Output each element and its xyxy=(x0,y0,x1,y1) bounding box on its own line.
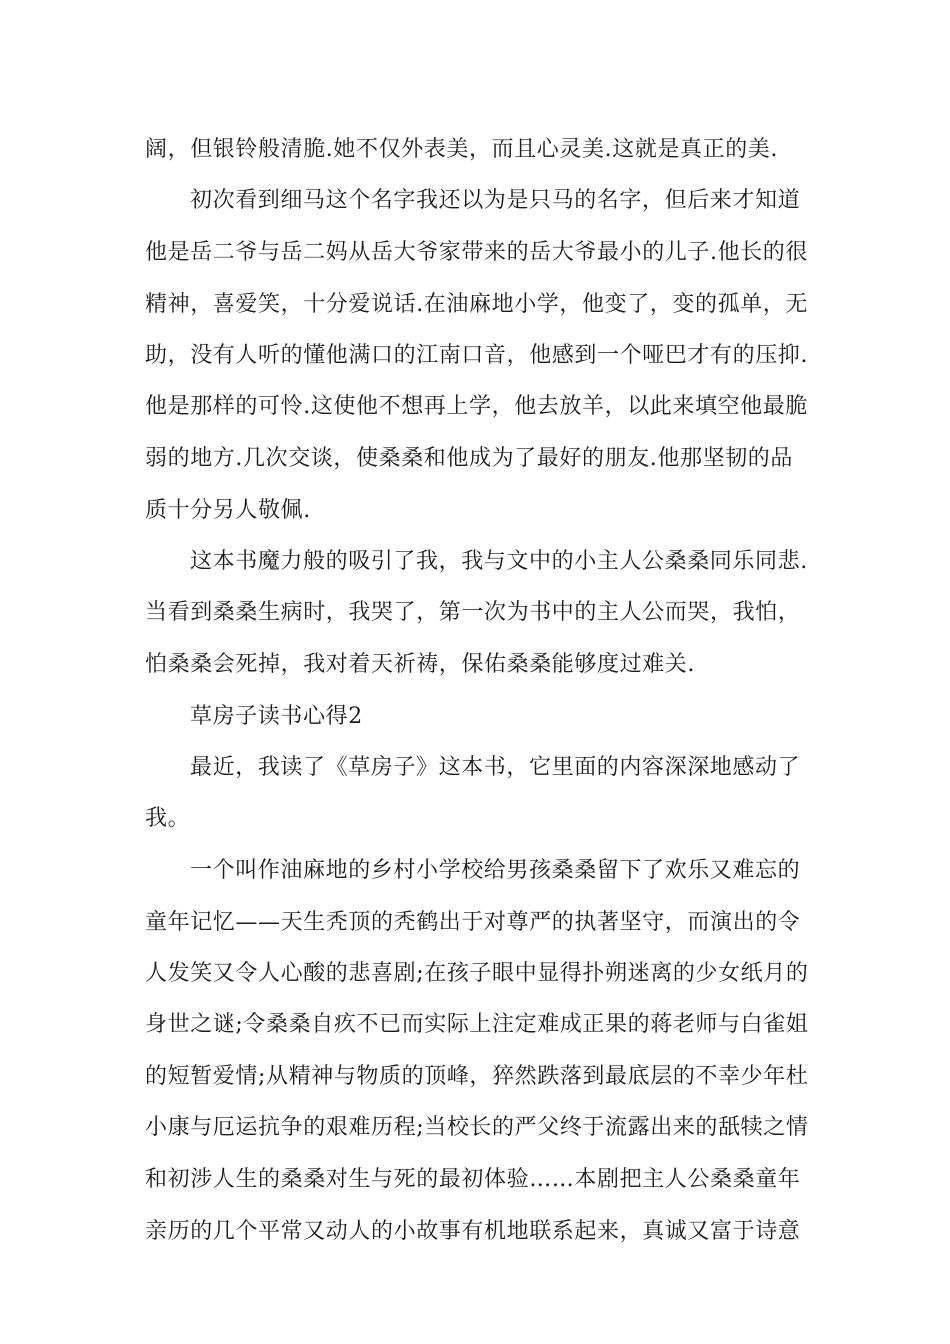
text-line: 和初涉人生的桑桑对生与死的最初体验……本剧把主人公桑桑童年 xyxy=(145,1167,801,1192)
text-line: 小康与厄运抗争的艰难历程;当校长的严父终于流露出来的舐犊之情 xyxy=(145,1115,809,1140)
paragraph-start-line: 最近，我读了《草房子》这本书，它里面的内容深深地感动了 xyxy=(190,755,801,780)
text-line: 质十分另人敬佩. xyxy=(145,498,311,523)
text-line: 我。 xyxy=(145,806,191,831)
text-line: 阔，但银铃般清脆.她不仅外表美，而且心灵美.这就是真正的美. xyxy=(145,137,778,162)
paragraph-start-line: 这本书魔力般的吸引了我，我与文中的小主人公桑桑同乐同悲. xyxy=(190,549,808,574)
text-line: 他是那样的可怜.这使他不想再上学，他去放羊，以此来填空他最脆 xyxy=(145,394,808,419)
text-line: 精神，喜爱笑，十分爱说话.在油麻地小学，他变了，变的孤单，无 xyxy=(145,292,808,317)
text-line: 亲历的几个平常又动人的小故事有机地联系起来，真诚又富于诗意 xyxy=(145,1219,801,1244)
text-line: 怕桑桑会死掉，我对着天祈祷，保佑桑桑能够度过难关. xyxy=(145,652,695,677)
section-heading: 草房子读书心得2 xyxy=(190,704,363,729)
text-line: 当看到桑桑生病时，我哭了，第一次为书中的主人公而哭，我怕， xyxy=(145,600,801,625)
text-line: 童年记忆——天生秃顶的秃鹤出于对尊严的执著坚守，而演出的令 xyxy=(145,910,801,935)
text-line: 他是岳二爷与岳二妈从岳大爷家带来的岳大爷最小的儿子.他长的很 xyxy=(145,240,808,265)
paragraph-start-line: 初次看到细马这个名字我还以为是只马的名字，但后来才知道 xyxy=(190,188,801,213)
text-line: 身世之谜;令桑桑自疚不已而实际上注定难成正果的蒋老师与白雀姐 xyxy=(145,1012,809,1037)
text-line: 的短暂爱情;从精神与物质的顶峰，猝然跌落到最底层的不幸少年杜 xyxy=(145,1064,809,1089)
paragraph-start-line: 一个叫作油麻地的乡村小学校给男孩桑桑留下了欢乐又难忘的 xyxy=(190,858,801,883)
text-line: 弱的地方.几次交谈，使桑桑和他成为了最好的朋友.他那坚韧的品 xyxy=(145,446,793,471)
text-line: 人发笑又令人心酸的悲喜剧;在孩子眼中显得扑朔迷离的少女纸月的 xyxy=(145,961,809,986)
text-line: 助，没有人听的懂他满口的江南口音，他感到一个哑巴才有的压抑. xyxy=(145,343,808,368)
